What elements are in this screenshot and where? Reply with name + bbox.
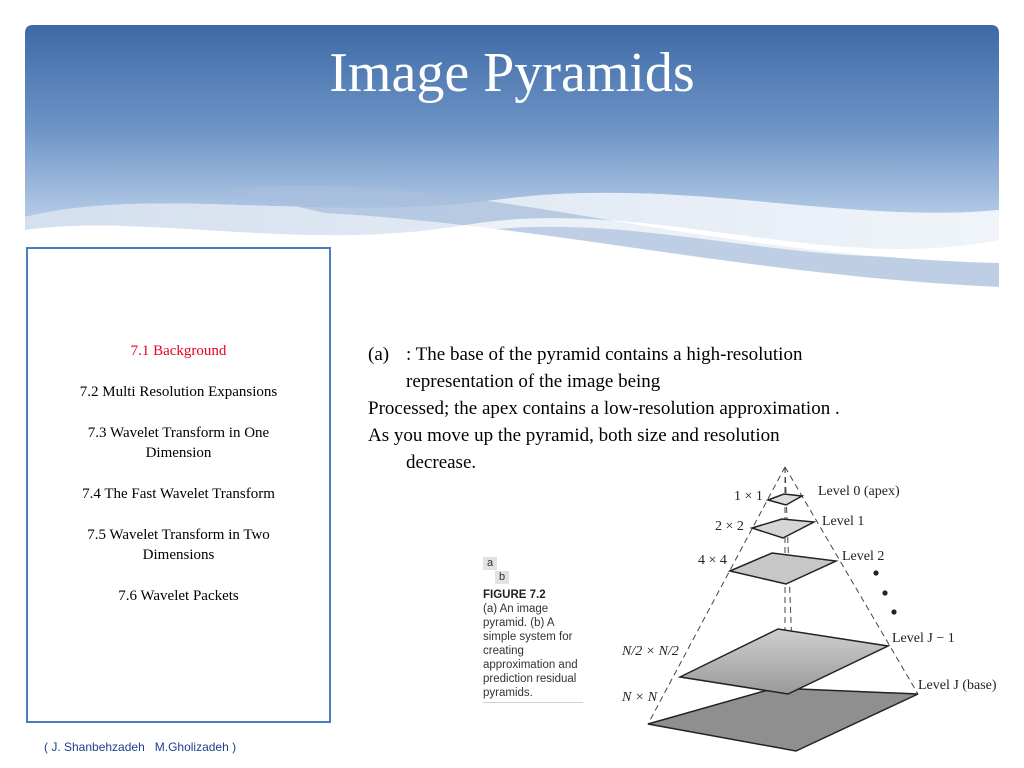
level-label-1: Level 1	[822, 514, 865, 529]
level-2-plane	[730, 553, 836, 584]
toc-item-background[interactable]: 7.1 Background	[130, 343, 227, 359]
body-line-3: Processed; the apex contains a low-resolution approximation .	[368, 398, 840, 419]
toc-item-wavelet-1d[interactable]: 7.3 Wavelet Transform in One Dimension	[87, 425, 270, 461]
body-line-2: representation of the image being	[406, 371, 661, 392]
size-label-n2xn2: N/2 × N/2	[622, 644, 679, 659]
footer-credit: ( J. Shanbehzadeh M.Gholizadeh )	[44, 740, 237, 754]
figure-tag-b: b	[495, 571, 509, 584]
body-paragraph	[368, 341, 968, 476]
sidebar-toc	[26, 247, 331, 723]
figure-caption	[483, 556, 583, 703]
page-title: Image Pyramids	[329, 42, 695, 104]
body-line-5: decrease.	[406, 452, 477, 473]
figure-tag-a: a	[483, 557, 497, 570]
level-0-plane	[768, 494, 802, 505]
level-j-minus-1-plane	[680, 629, 888, 694]
body-line-4: As you move up the pyramid, both size and resolution	[368, 425, 780, 446]
size-label-nxn: N × N	[622, 690, 658, 705]
size-label-2x2: 2 × 2	[715, 519, 744, 534]
continuation-dot	[891, 609, 896, 614]
level-base-plane	[648, 688, 918, 751]
toc-list	[28, 341, 329, 627]
toc-item-wavelet-packets[interactable]: 7.6 Wavelet Packets	[118, 588, 239, 604]
body-line-1: : The base of the pyramid contains a high-resolution	[406, 344, 803, 365]
level-label-0: Level 0 (apex)	[818, 484, 900, 499]
level-label-j-minus-1: Level J − 1	[892, 631, 955, 646]
figure-number: FIGURE 7.2	[483, 589, 546, 601]
size-label-1x1: 1 × 1	[734, 489, 763, 504]
figure-caption-text: (a) An image pyramid. (b) A simple system for creating approximation and prediction residual pyramids.	[483, 602, 583, 703]
continuation-dot	[873, 570, 878, 575]
pyramid-diagram	[600, 462, 1010, 758]
level-1-plane	[752, 519, 814, 538]
continuation-dot	[882, 590, 887, 595]
level-label-2: Level 2	[842, 549, 885, 564]
size-label-4x4: 4 × 4	[698, 553, 727, 568]
toc-item-wavelet-2d[interactable]: 7.5 Wavelet Transform in Two Dimensions	[87, 527, 270, 563]
item-label-a: (a)	[368, 344, 390, 365]
level-label-j-base: Level J (base)	[918, 678, 997, 693]
toc-item-multi-resolution[interactable]: 7.2 Multi Resolution Expansions	[79, 384, 278, 400]
toc-item-fast-wavelet[interactable]: 7.4 The Fast Wavelet Transform	[82, 486, 275, 502]
